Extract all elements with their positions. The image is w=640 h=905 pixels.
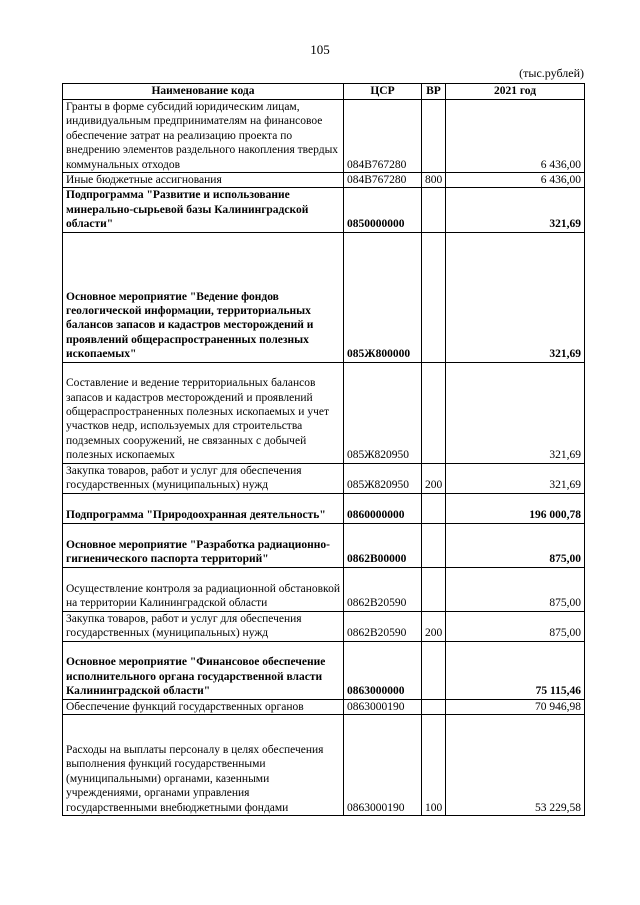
units-label: (тыс.рублей) <box>519 66 584 80</box>
row-name: Обеспечение функций государственных органов <box>63 699 344 714</box>
row-vr <box>422 232 446 362</box>
row-amount: 321,69 <box>446 232 585 362</box>
table-row <box>63 188 585 232</box>
table-row <box>63 232 585 362</box>
row-name: Иные бюджетные ассигнования <box>63 173 344 188</box>
row-name: Основное мероприятие "Финансовое обеспечение исполнительного органа государственной власти Калининградской области" <box>63 641 344 699</box>
row-csr: 0860000000 <box>344 493 422 523</box>
row-name: Гранты в форме субсидий юридическим лицам, индивидуальным предпринимателям на финансовое обеспечение затрат на реализацию проекта по внедрению элементов раздельного накопления твердых коммунальных отходов <box>63 100 344 173</box>
row-vr: 100 <box>422 715 446 816</box>
row-csr: 0850000000 <box>344 188 422 232</box>
table-row <box>63 641 585 699</box>
row-vr <box>422 699 446 714</box>
header-year: 2021 год <box>446 84 585 100</box>
row-amount: 321,69 <box>446 188 585 232</box>
row-name: Составление и ведение территориальных балансов запасов и кадастров месторождений и проявлений общераспространенных полезных ископаемых и учет участков недр, используемых для строительства подземных сооружений, не связанных с добычей полезных ископаемых <box>63 362 344 463</box>
page-number: 105 <box>310 42 330 57</box>
row-name: Закупка товаров, работ и услуг для обеспечения государственных (муниципальных) нужд <box>63 611 344 641</box>
row-amount: 196 000,78 <box>446 493 585 523</box>
row-csr: 085Ж820950 <box>344 463 422 493</box>
row-vr <box>422 641 446 699</box>
row-vr <box>422 362 446 463</box>
row-amount: 6 436,00 <box>446 100 585 173</box>
row-name: Закупка товаров, работ и услуг для обеспечения государственных (муниципальных) нужд <box>63 463 344 493</box>
row-amount: 70 946,98 <box>446 699 585 714</box>
row-vr <box>422 493 446 523</box>
table-row <box>63 523 585 567</box>
row-amount: 75 115,46 <box>446 641 585 699</box>
row-csr: 0863000190 <box>344 715 422 816</box>
row-vr: 200 <box>422 611 446 641</box>
table-header-row <box>63 84 585 100</box>
row-csr: 0862B20590 <box>344 611 422 641</box>
row-csr: 0863000000 <box>344 641 422 699</box>
row-csr: 0862B00000 <box>344 523 422 567</box>
row-vr: 200 <box>422 463 446 493</box>
table-row <box>63 699 585 714</box>
row-amount: 321,69 <box>446 362 585 463</box>
budget-table <box>62 83 585 816</box>
row-name: Основное мероприятие "Ведение фондов геологической информации, территориальных балансов запасов и кадастров месторождений и проявлений общераспространенных полезных ископаемых" <box>63 232 344 362</box>
row-vr <box>422 523 446 567</box>
row-name: Подпрограмма "Развитие и использование минерально-сырьевой базы Калининградской области" <box>63 188 344 232</box>
row-csr: 085Ж820950 <box>344 362 422 463</box>
row-name: Осуществление контроля за радиационной обстановкой на территории Калининградской области <box>63 567 344 611</box>
row-name: Основное мероприятие "Разработка радиационно-гигиенического паспорта территорий" <box>63 523 344 567</box>
row-csr: 084B767280 <box>344 173 422 188</box>
table-row <box>63 611 585 641</box>
table-row <box>63 173 585 188</box>
row-vr <box>422 567 446 611</box>
row-name: Подпрограмма "Природоохранная деятельность" <box>63 493 344 523</box>
header-csr: ЦСР <box>344 84 422 100</box>
header-name: Наименование кода <box>63 84 344 100</box>
row-amount: 875,00 <box>446 567 585 611</box>
table-row <box>63 100 585 173</box>
row-amount: 6 436,00 <box>446 173 585 188</box>
row-amount: 53 229,58 <box>446 715 585 816</box>
row-csr: 0862B20590 <box>344 567 422 611</box>
row-amount: 321,69 <box>446 463 585 493</box>
row-amount: 875,00 <box>446 611 585 641</box>
table-row <box>63 362 585 463</box>
table-row <box>63 567 585 611</box>
row-csr: 0863000190 <box>344 699 422 714</box>
row-vr: 800 <box>422 173 446 188</box>
table-row <box>63 493 585 523</box>
row-name: Расходы на выплаты персоналу в целях обеспечения выполнения функций государственными (муниципальными) органами, казенными учреждениями, органами управления государственными внебюджетными фондами <box>63 715 344 816</box>
header-vr: ВР <box>422 84 446 100</box>
row-csr: 085Ж800000 <box>344 232 422 362</box>
table-row <box>63 463 585 493</box>
row-vr <box>422 188 446 232</box>
table-row <box>63 715 585 816</box>
row-csr: 084B767280 <box>344 100 422 173</box>
row-vr <box>422 100 446 173</box>
row-amount: 875,00 <box>446 523 585 567</box>
